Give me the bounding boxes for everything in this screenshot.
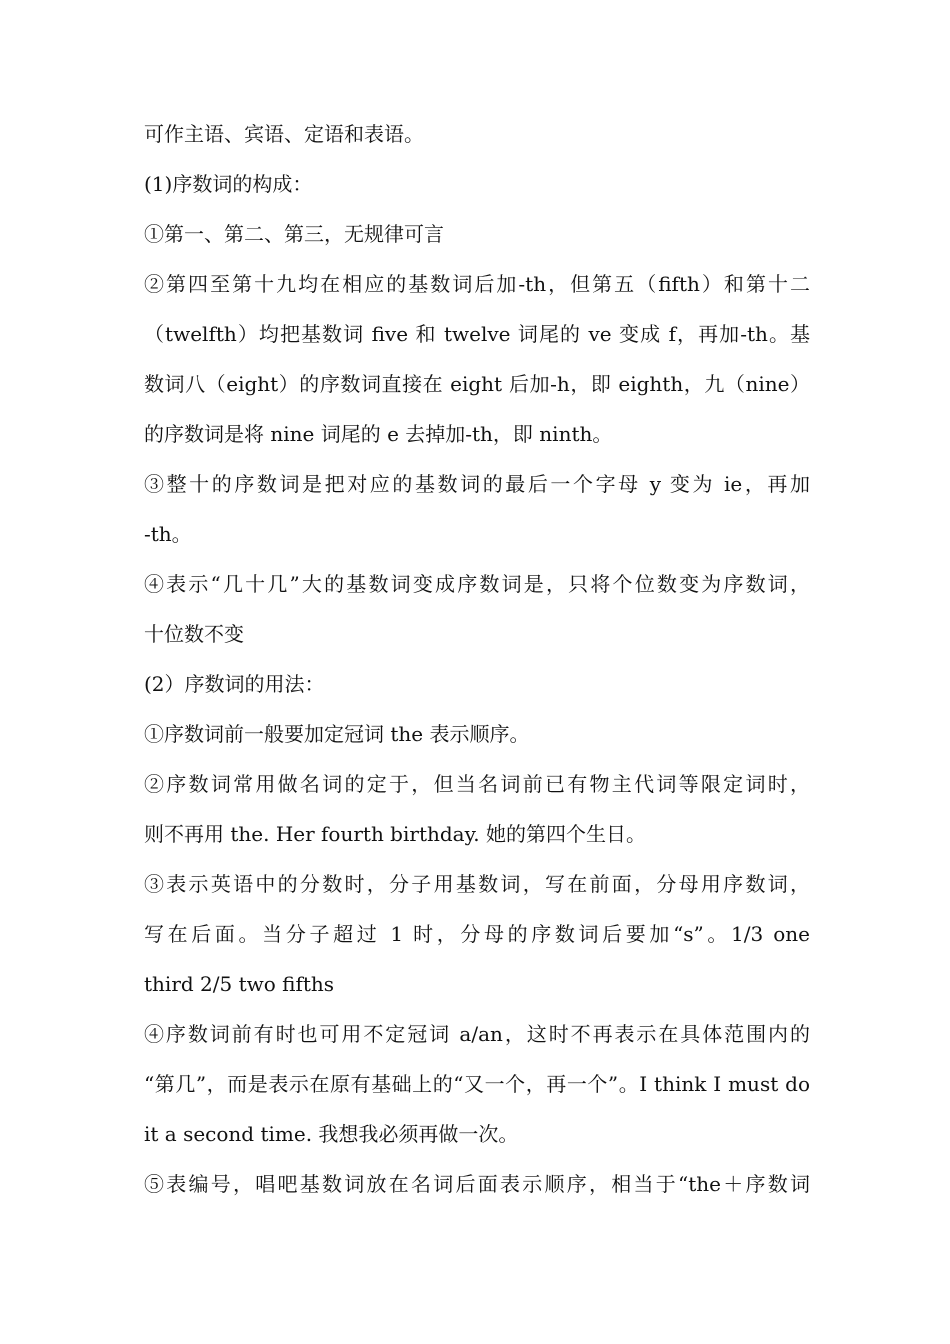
text-line-7: 的序数词是将 nine 词尾的 e 去掉加-th，即 ninth。 bbox=[144, 422, 613, 446]
text-line-3: ①第一、第二、第三，无规律可言 bbox=[144, 222, 444, 246]
text-line-15: 则不再用 the. Her fourth birthday. 她的第四个生日。 bbox=[144, 822, 646, 846]
text-line-9: -th。 bbox=[144, 522, 192, 546]
text-line-1: 可作主语、宾语、定语和表语。 bbox=[144, 122, 424, 146]
text-line-14: ②序数词常用做名词的定于，但当名词前已有物主代词等限定词时， bbox=[144, 772, 810, 796]
text-line-8: ③整十的序数词是把对应的基数词的最后一个字母 y 变为 ie，再加 bbox=[144, 472, 810, 496]
text-line-12: (2）序数词的用法： bbox=[144, 672, 325, 696]
text-line-17: 写在后面。当分子超过 1 时，分母的序数词后要加“s”。1/3 one bbox=[144, 922, 810, 946]
text-line-21: it a second time. 我想我必须再做一次。 bbox=[144, 1122, 519, 1146]
text-line-22: ⑤表编号，唱吧基数词放在名词后面表示顺序，相当于“the＋序数词 bbox=[144, 1172, 810, 1196]
text-line-2: (1)序数词的构成： bbox=[144, 172, 313, 196]
text-line-4: ②第四至第十九均在相应的基数词后加-th，但第五（fifth）和第十二 bbox=[144, 272, 810, 296]
text-line-18: third 2/5 two fifths bbox=[144, 972, 335, 996]
text-line-11: 十位数不变 bbox=[144, 622, 244, 646]
text-line-10: ④表示“几十几”大的基数词变成序数词是，只将个位数变为序数词， bbox=[144, 572, 810, 596]
text-line-19: ④序数词前有时也可用不定冠词 a/an，这时不再表示在具体范围内的 bbox=[144, 1022, 810, 1046]
text-line-13: ①序数词前一般要加定冠词 the 表示顺序。 bbox=[144, 722, 530, 746]
text-line-16: ③表示英语中的分数时，分子用基数词，写在前面，分母用序数词， bbox=[144, 872, 810, 896]
text-line-5: （twelfth）均把基数词 five 和 twelve 词尾的 ve 变成 f，再加-th。基 bbox=[144, 322, 810, 346]
text-line-6: 数词八（eight）的序数词直接在 eight 后加-h，即 eighth，九（nine） bbox=[144, 372, 810, 396]
text-line-20: “第几”，而是表示在原有基础上的“又一个，再一个”。I think I must do bbox=[144, 1072, 810, 1096]
